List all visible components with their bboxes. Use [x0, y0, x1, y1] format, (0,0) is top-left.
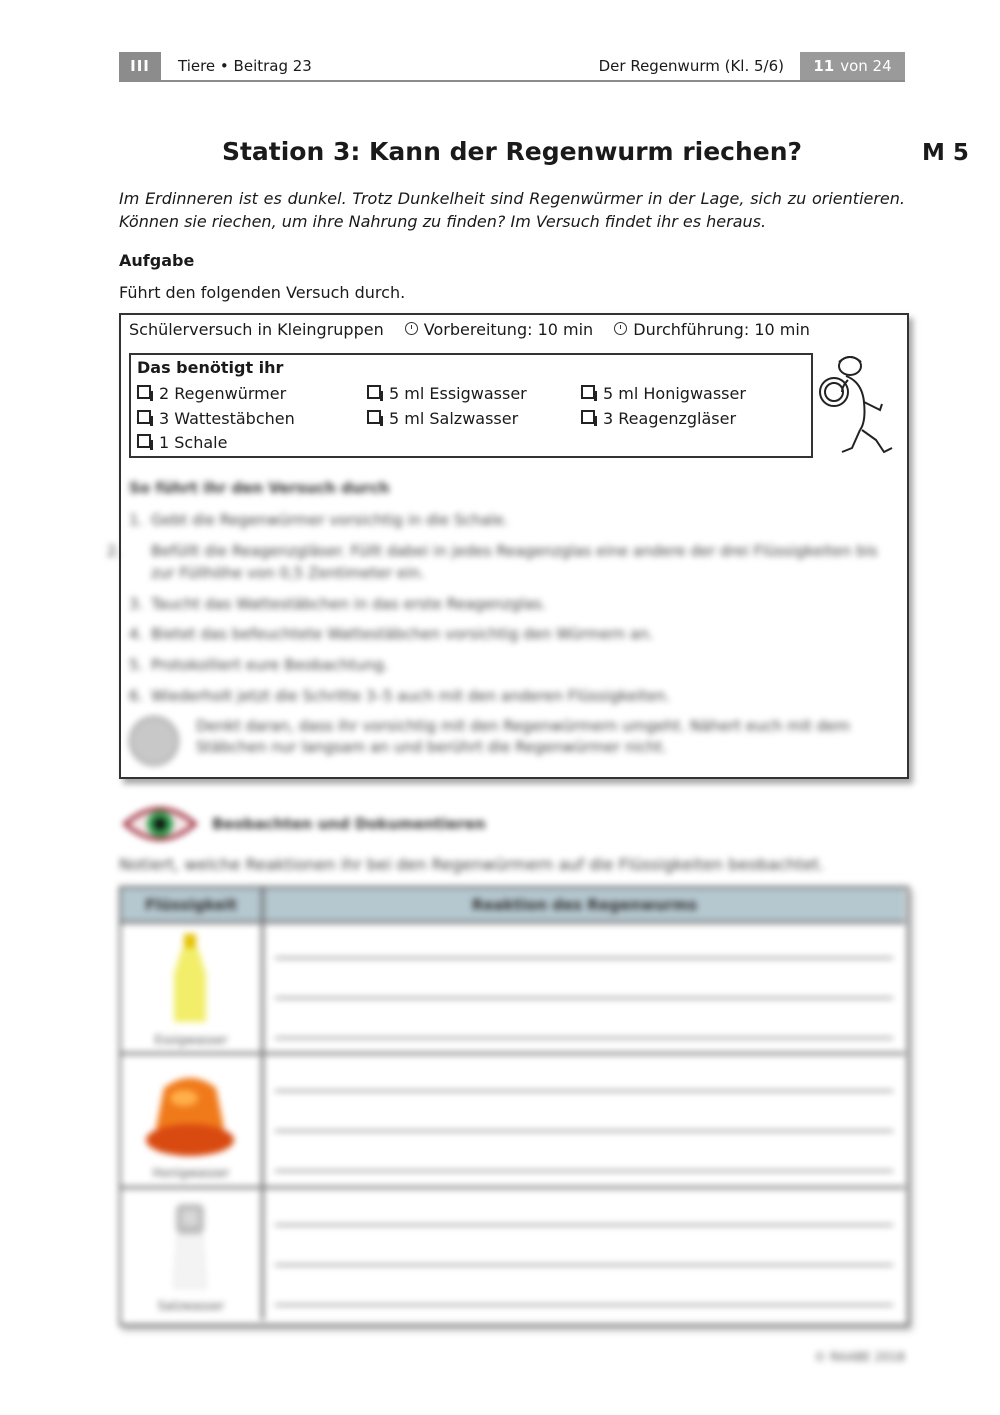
writing-line [275, 997, 893, 999]
step-item: 3. Taucht das Wattestäbchen in das erste Reagenzglas. [129, 595, 547, 613]
writing-line [275, 1037, 893, 1039]
material-label: M 5 [922, 140, 969, 166]
header-divider [119, 80, 905, 82]
step-item: 6. Wiederholt jetzt die Schritte 3–5 auch mit den anderen Flüssigkeiten. [129, 687, 671, 705]
eye-icon [121, 800, 199, 848]
steps-title: So führt ihr den Versuch durch [129, 479, 390, 497]
clock-icon [405, 322, 418, 335]
table-row-label: Honigwasser [152, 1166, 230, 1180]
header-series: Tiere • Beitrag 23 [178, 57, 312, 75]
writing-line [275, 1090, 893, 1092]
table-header-reaction: Reaktion des Regenwurms [264, 888, 905, 921]
step-item: 5. Protokolliert eure Beobachtung. [129, 656, 389, 674]
step-item: 4. Bietet das befeuchtete Wattestäbchen vorsichtig den Würmern an. [129, 625, 654, 643]
writing-line [275, 1224, 893, 1226]
table-column-divider [261, 888, 264, 1320]
checkbox-icon [137, 434, 151, 448]
material-item: 3 Reagenzgläser [581, 409, 736, 428]
writing-line [275, 1170, 893, 1172]
clock-icon [614, 322, 627, 335]
task-heading: Aufgabe [119, 251, 195, 270]
execution-time: Durchführung: 10 min [614, 320, 810, 339]
salt-shaker-image [164, 1200, 216, 1292]
experiment-header [129, 320, 826, 339]
preparation-time: Vorbereitung: 10 min [405, 320, 593, 339]
copyright-footer: © RAABE 2018 [814, 1350, 905, 1364]
page-current: 11 [813, 57, 835, 75]
table-row-label: Essigwasser [154, 1033, 228, 1047]
vinegar-bottle-image [160, 934, 220, 1026]
checkbox-icon [137, 385, 151, 399]
writing-line [275, 1264, 893, 1266]
observe-title: Beobachten und Dokumentieren [212, 815, 486, 833]
page-indicator [800, 52, 905, 80]
material-item: 5 ml Essigwasser [367, 384, 527, 403]
page-title: Station 3: Kann der Regenwurm riechen? [221, 137, 803, 166]
table-row-label: Salzwasser [157, 1299, 225, 1313]
materials-title: Das benötigt ihr [137, 358, 284, 377]
writing-line [275, 1130, 893, 1132]
experiment-type: Schülerversuch in Kleingruppen [129, 320, 384, 339]
checkbox-icon [581, 385, 595, 399]
checkbox-icon [137, 410, 151, 424]
observation-table [119, 886, 909, 1326]
writing-line [275, 957, 893, 959]
material-item: 2 Regenwürmer [137, 384, 286, 403]
step-item: 1. Gebt die Regenwürmer vorsichtig in die Schale. [129, 511, 509, 529]
honey-image [144, 1068, 236, 1160]
writing-line [275, 1304, 893, 1306]
researcher-illustration [812, 352, 896, 460]
material-item: 5 ml Salzwasser [367, 409, 518, 428]
step-item: 2. Befüllt die Reagenzgläser. Füllt dabei in jedes Reagenzglas eine andere der drei Flüssigkeiten bis zur Füllhöhe von 0,5 Zentimeter ein. [107, 542, 878, 582]
intro-text: Im Erdinneren ist es dunkel. Trotz Dunkelheit sind Regenwürmer in der Lage, sich zu orientieren. Können sie riechen, um ihre Nahrung zu finden? Im Versuch findet ihr es heraus. [119, 189, 905, 231]
section-badge: III [119, 52, 161, 80]
material-item: 3 Wattestäbchen [137, 409, 295, 428]
checkbox-icon [581, 410, 595, 424]
table-row-divider [121, 1186, 905, 1189]
checkbox-icon [367, 410, 381, 424]
table-header-liquid: Flüssigkeit [121, 888, 261, 921]
table-row-divider [121, 1052, 905, 1055]
table-row-divider [121, 921, 905, 924]
task-text: Führt den folgenden Versuch durch. [119, 283, 406, 302]
safety-note: Denkt daran, dass ihr vorsichtig mit den Regenwürmern umgeht. Nähert euch mit dem Stäbchen nur langsam an und berührt die Regenwürmer nicht. [196, 717, 850, 756]
observe-text: Notiert, welche Reaktionen ihr bei den Regenwürmern auf die Flüssigkeiten beobachtet. [119, 855, 825, 874]
header-topic: Der Regenwurm (Kl. 5/6) [598, 57, 784, 75]
material-item: 5 ml Honigwasser [581, 384, 746, 403]
material-item: 1 Schale [137, 433, 227, 452]
warning-icon [129, 716, 179, 766]
page-total: von 24 [840, 57, 892, 75]
checkbox-icon [367, 385, 381, 399]
